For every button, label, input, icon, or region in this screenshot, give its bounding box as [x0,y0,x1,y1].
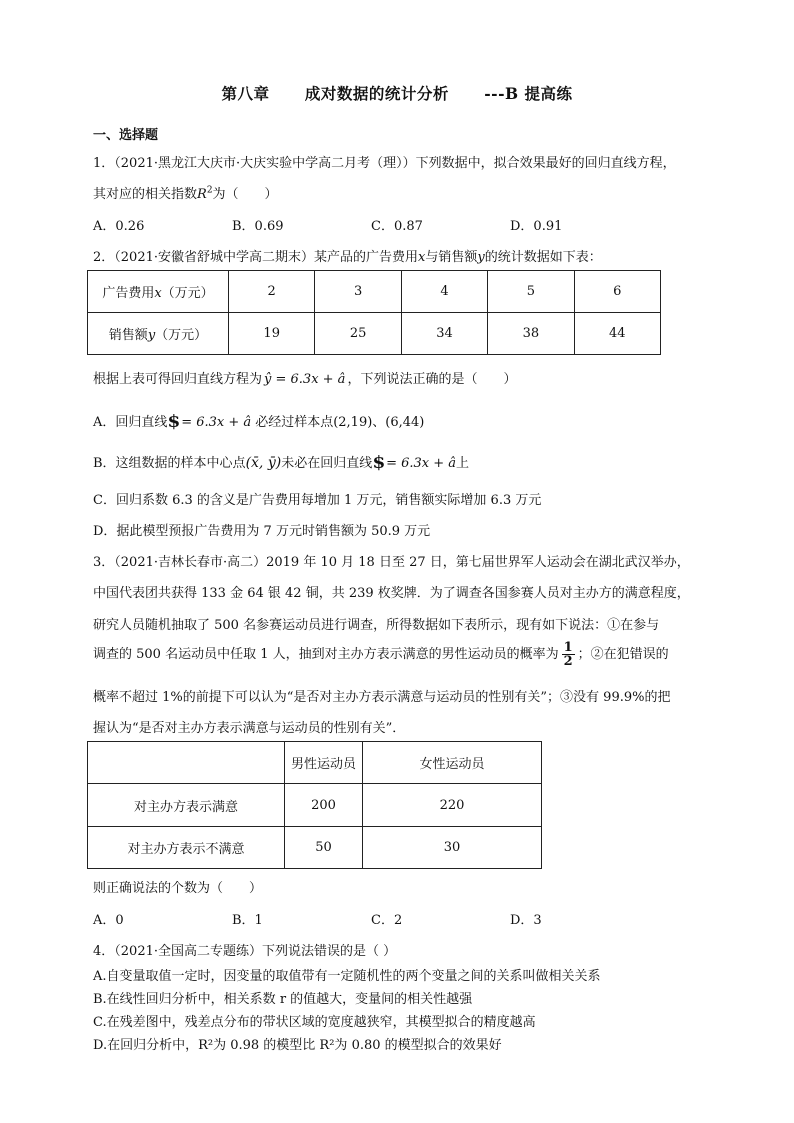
q4-option-d[interactable]: D.在回归分析中，R²为 0.98 的模型比 R²为 0.80 的模型拟合的效果好 [93,1038,502,1053]
q2-line1-tail: 的统计数据如下表： [484,250,602,265]
table-cell: 200 [285,784,363,827]
q3-line5: 概率不超过 1%的前提下可以认为“是否对主办方表示满意与运动员的性别有关”；③没有 99.9%的把 [93,690,671,705]
q1-r-symbol: R [197,187,207,202]
q3-line2: 中国代表团共获得 133 金 64 银 42 铜，共 239 枚奖牌．为了调查各国参赛人员对主办方的满意程度， [93,586,690,601]
q3-data-table [87,741,542,869]
q4-option-b[interactable]: B.在线性回归分析中，相关系数 r 的值越大，变量间的相关性越强 [93,992,473,1007]
q1-line2 [93,183,278,202]
q2-table-row-sales [88,313,661,355]
table-cell: 34 [401,313,487,355]
table-header-cell: 男性运动员 [285,742,363,784]
q3-option-a[interactable]: A．0 [93,913,124,928]
q2-option-d[interactable]: D．据此模型预报广告费用为 7 万元时销售额为 50.9 万元 [93,524,431,539]
table-cell: 38 [488,313,574,355]
table-cell: 对主办方表示满意 [88,784,285,827]
q1-option-d[interactable]: D．0.91 [510,219,563,234]
q1-line2-text: 其对应的相关指数 [93,187,198,202]
q3-option-c[interactable]: C．2 [371,913,403,928]
q2-line2 [93,368,516,387]
q2-opt-a-points: (2,19)、(6,44) [333,415,425,430]
q4-option-a[interactable]: A.自变量取值一定时，因变量的取值带有一定随机性的两个变量之间的关系叫做相关关系 [93,969,601,984]
y-hat-glyph: $ [372,453,386,473]
q2-var-x: x [418,250,426,265]
q2-line2-text: 根据上表可得回归直线方程为 [93,372,263,387]
q2-opt-b-center-point: (x̄, ȳ) [245,455,282,471]
q3-option-d[interactable]: D．3 [510,913,542,928]
q1-option-a[interactable]: A．0.26 [93,219,145,234]
fraction-numerator: 1 [563,640,573,655]
q3-option-b[interactable]: B．1 [232,913,263,928]
q2-table-row-ad [88,271,661,313]
q3-line6: 握认为“是否对主办方表示满意与运动员的性别有关”． [93,721,406,736]
q2-line2-tail: ，下列说法正确的是（ ） [347,372,517,387]
q3-line4-tail: ；②在犯错误的 [577,647,669,662]
q2-opt-a-mid: 必经过样本点 [255,415,334,430]
title-level: ---B 提高练 [484,84,573,103]
table-cell: 44 [574,313,660,355]
title-topic: 成对数据的统计分析 [304,84,449,103]
q2-row-label: 广告费用x（万元） [88,271,229,313]
q2-line1-mid: 与销售额 [425,250,478,265]
table-cell: 50 [285,827,363,869]
q1-option-c[interactable]: C．0.87 [371,219,423,234]
q2-var-y: y [477,250,485,265]
q3-line7: 则正确说法的个数为（ ） [93,881,263,896]
q2-row-label: 销售额y（万元） [88,313,229,355]
table-cell: 2 [229,271,315,313]
q1-line2-tail: 为（ ） [212,187,278,202]
table-cell: 4 [401,271,487,313]
table-row [88,827,542,869]
table-cell: 6 [574,271,660,313]
table-cell: 30 [363,827,542,869]
y-hat-glyph: $ [167,412,181,432]
q3-line4 [93,641,669,668]
q2-regression-equation: ŷ = 6.3x + â [264,372,346,387]
table-cell: 25 [315,313,401,355]
table-cell: 5 [488,271,574,313]
table-cell: 220 [363,784,542,827]
q3-table-header [88,742,542,784]
table-header-cell: 女性运动员 [363,742,542,784]
q3-line4-text: 调查的 500 名运动员中任取 1 人，抽到对主办方表示满意的男性运动员的概率为 [93,647,559,662]
q2-line1 [93,246,602,265]
q1-r-exponent: 2 [206,185,213,196]
q2-data-table [87,270,661,355]
section-heading: 一、选择题 [93,128,159,143]
q3-fraction [562,641,575,668]
q2-opt-b-equation: = 6.3x + â [386,456,457,471]
q2-opt-b-tail: 上 [456,456,470,471]
fraction-denominator: 2 [563,654,573,669]
q1-line1: 1．（2021·黑龙江大庆市·大庆实验中学高二月考（理））下列数据中，拟合效果最好的回归直线方程， [93,156,676,171]
q2-option-a[interactable] [93,411,424,432]
q1-option-b[interactable]: B．0.69 [232,219,284,234]
q3-line1: 3．（2021·吉林长春市·高二）2019 年 10 月 18 日至 27 日，第七届世界军人运动会在湖北武汉举办， [93,555,690,570]
q2-option-c[interactable]: C．回归系数 6.3 的含义是广告费用每增加 1 万元，销售额实际增加 6.3 万元 [93,493,542,508]
q2-line1-text: 2．（2021·安徽省舒城中学高二期末）某产品的广告费用 [93,250,418,265]
q4-line1: 4．（2021·全国高二专题练）下列说法错误的是（ ） [93,944,397,959]
q2-opt-a-equation: = 6.3x + â [181,415,252,430]
page-title [0,82,794,104]
title-chapter: 第八章 [221,84,270,103]
table-cell: 3 [315,271,401,313]
table-row [88,784,542,827]
q2-opt-b-mid: 未必在回归直线 [281,456,373,471]
table-cell: 19 [229,313,315,355]
q3-line3: 研究人员随机抽取了 500 名参赛运动员进行调查，所得数据如下表所示，现有如下说法：①在参与 [93,618,660,633]
table-cell [88,742,285,784]
q2-option-b[interactable] [93,452,469,473]
q2-opt-b-text: B．这组数据的样本中心点 [93,456,246,471]
q4-option-c[interactable]: C.在残差图中，残差点分布的带状区域的宽度越狭窄，其模型拟合的精度越高 [93,1015,536,1030]
table-cell: 对主办方表示不满意 [88,827,285,869]
q2-opt-a-text: A．回归直线 [93,415,168,430]
